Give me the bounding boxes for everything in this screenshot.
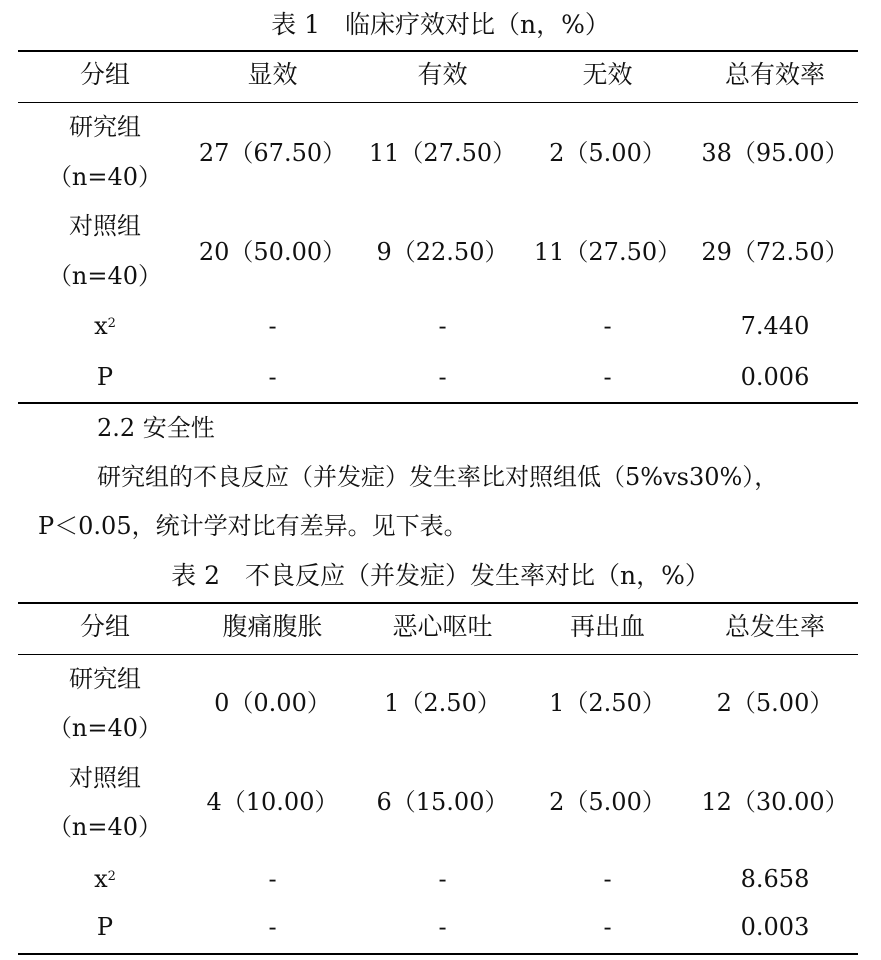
table1-chisq-cell4: 7.440	[740, 312, 810, 340]
table1-top-rule	[18, 50, 858, 52]
table1-row2-cell2: 9（22.50）	[376, 238, 509, 266]
table2-row1-cell4: 2（5.00）	[716, 689, 834, 717]
table1-p-cell1: -	[268, 363, 277, 391]
table1-header-col1: 显效	[247, 60, 298, 89]
table1-row2-cell3: 11（27.50）	[533, 238, 682, 266]
table1-row1-group-n: （n=40）	[47, 163, 163, 191]
table2-row2-group-name: 对照组	[69, 764, 141, 792]
table2-header-col2: 恶心呕吐	[392, 612, 493, 641]
table1-p-cell2: -	[438, 363, 447, 391]
table2-header-rule	[18, 654, 858, 655]
table1-row2-group-n: （n=40）	[47, 262, 163, 290]
table2-header-group: 分组	[79, 612, 130, 641]
table1-chisq-cell3: -	[603, 312, 612, 340]
table2-chisq-cell1: -	[268, 865, 277, 893]
table1-caption: 表 1 临床疗效对比（n，%）	[271, 10, 610, 39]
table2-row2-cell1: 4（10.00）	[206, 788, 339, 816]
table2-row1-group-n: （n=40）	[47, 714, 163, 742]
table1-row1-cell2: 11（27.50）	[368, 139, 517, 167]
table1-chisq-x: x	[94, 312, 108, 340]
table2-header-col3: 再出血	[569, 612, 645, 641]
table2-row2-cell2: 6（15.00）	[376, 788, 509, 816]
section-heading: 2.2 安全性	[97, 414, 215, 442]
table2-p-cell3: -	[603, 913, 612, 941]
table2-header-col1: 腹痛腹胀	[222, 612, 323, 641]
table2-caption: 表 2 不良反应（并发症）发生率对比（n，%）	[171, 561, 710, 590]
table2-row2-cell3: 2（5.00）	[549, 788, 666, 816]
table1-chisq-sup: 2	[107, 316, 116, 331]
table1-header-col4: 总有效率	[724, 60, 825, 89]
table2-chisq-cell2: -	[438, 865, 447, 893]
table2-row1-cell2: 1（2.50）	[384, 689, 501, 717]
table2-p-label: P	[96, 913, 114, 941]
section-paragraph-line1: 研究组的不良反应（并发症）发生率比对照组低（5%vs30%），	[97, 463, 779, 491]
table1-row1-cell1: 27（67.50）	[198, 139, 347, 167]
table2-bottom-rule	[18, 953, 858, 955]
section-paragraph-line2: P＜0.05，统计学对比有差异。见下表。	[38, 512, 468, 540]
table1-p-label: P	[96, 363, 114, 391]
table2-p-cell1: -	[268, 913, 277, 941]
table2-p-cell4: 0.003	[740, 913, 810, 941]
table1-chisq-label	[35, 311, 175, 341]
table1-row2-cell4: 29（72.50）	[701, 238, 849, 266]
table1-row1-cell4: 38（95.00）	[701, 139, 849, 167]
table1-bottom-rule	[18, 402, 858, 404]
table1-chisq-cell2: -	[438, 312, 447, 340]
table2-row1-group-name: 研究组	[69, 665, 141, 693]
table1-row1-cell3: 2（5.00）	[549, 139, 666, 167]
table1-p-cell3: -	[603, 363, 612, 391]
table2-row2-cell4: 12（30.00）	[701, 788, 849, 816]
table1-header-col2: 有效	[417, 60, 468, 89]
table2-row1-cell3: 1（2.50）	[549, 689, 666, 717]
table1-row2-group-name: 对照组	[69, 212, 141, 240]
table2-chisq-cell3: -	[603, 865, 612, 893]
table2-p-cell2: -	[438, 913, 447, 941]
table2-chisq-x: x	[94, 865, 108, 893]
table1-row1-group-name: 研究组	[69, 113, 141, 141]
table1-header-col3: 无效	[582, 60, 633, 89]
table2-row1-cell1: 0（0.00）	[214, 689, 331, 717]
table2-chisq-sup: 2	[107, 869, 116, 884]
table1-row2-cell1: 20（50.00）	[198, 238, 347, 266]
table1-p-cell4: 0.006	[740, 363, 810, 391]
table1-header-rule	[18, 102, 858, 103]
table2-row2-group-n: （n=40）	[47, 813, 163, 841]
table1-chisq-cell1: -	[268, 312, 277, 340]
table2-header-col4: 总发生率	[724, 612, 825, 641]
table2-chisq-label	[35, 864, 175, 894]
table2-chisq-cell4: 8.658	[740, 865, 810, 893]
table1-header-group: 分组	[79, 60, 130, 89]
table2-top-rule	[18, 602, 858, 604]
